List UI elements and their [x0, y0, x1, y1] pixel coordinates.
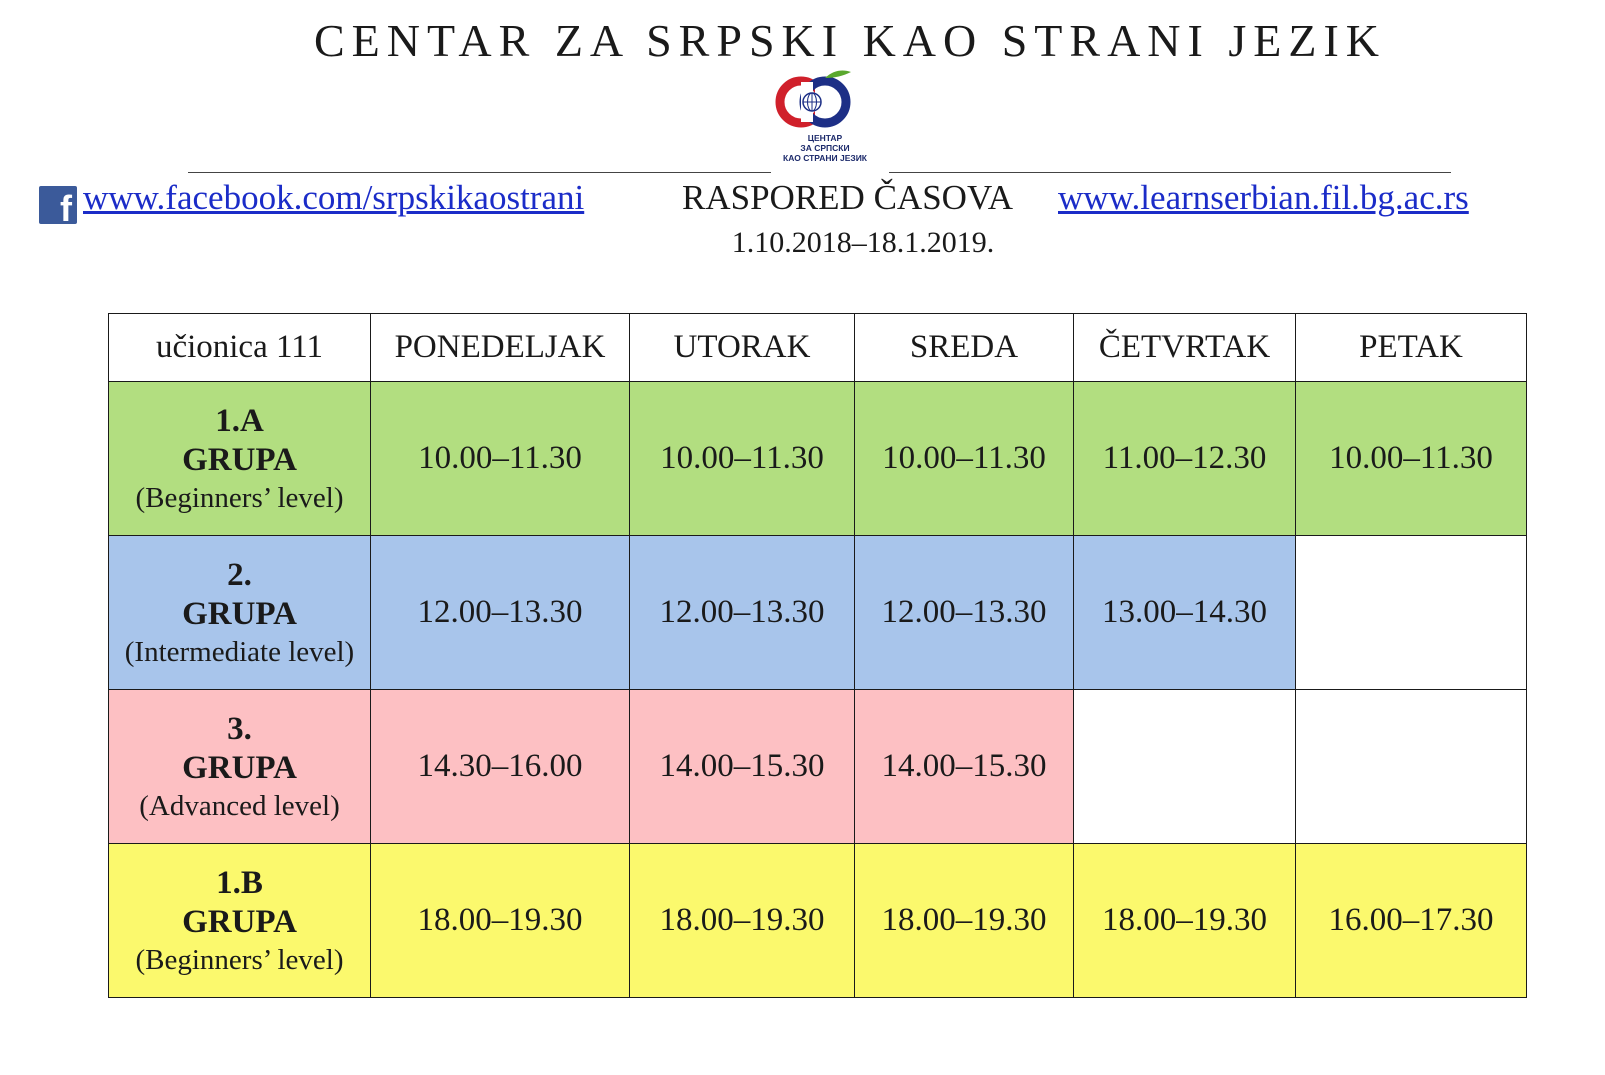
classroom-header: učionica 111 — [109, 314, 371, 382]
table-row — [109, 690, 1527, 844]
group-word: GRUPA — [182, 595, 297, 632]
time-cell: 10.00–11.30 — [630, 382, 855, 536]
group-level: (Beginners’ level) — [135, 943, 344, 976]
time-cell: 12.00–13.30 — [630, 536, 855, 690]
empty-cell — [1296, 690, 1527, 844]
time-cell: 18.00–19.30 — [1074, 844, 1296, 998]
schedule-table — [108, 313, 1527, 998]
time-cell: 14.30–16.00 — [371, 690, 630, 844]
empty-cell — [1074, 690, 1296, 844]
time-cell: 14.00–15.30 — [855, 690, 1074, 844]
group-cell — [109, 382, 371, 536]
time-cell: 18.00–19.30 — [630, 844, 855, 998]
time-cell: 14.00–15.30 — [630, 690, 855, 844]
group-level: (Beginners’ level) — [135, 481, 344, 514]
facebook-link[interactable]: www.facebook.com/srpskikaostrani — [83, 178, 585, 217]
day-header: PETAK — [1296, 314, 1527, 382]
divider-line-right — [889, 172, 1451, 173]
group-level: (Intermediate level) — [124, 635, 355, 668]
empty-cell — [1296, 536, 1527, 690]
table-row — [109, 536, 1527, 690]
facebook-icon[interactable]: f — [39, 186, 77, 224]
group-cell — [109, 844, 371, 998]
group-word: GRUPA — [182, 441, 297, 478]
page-title: CENTAR ZA SRPSKI KAO STRANI JEZIK — [314, 15, 1386, 66]
date-range: 1.10.2018–18.1.2019. — [731, 226, 995, 259]
time-cell: 12.00–13.30 — [855, 536, 1074, 690]
divider-line-left — [188, 172, 771, 173]
time-cell: 18.00–19.30 — [855, 844, 1074, 998]
logo-caption — [770, 133, 880, 163]
table-row — [109, 844, 1527, 998]
time-cell: 11.00–12.30 — [1074, 382, 1296, 536]
logo-caption-line: ЗА СРПСКИ — [800, 143, 850, 153]
website-link[interactable]: www.learnserbian.fil.bg.ac.rs — [1058, 178, 1469, 217]
group-number: 3. — [227, 710, 252, 747]
day-header: UTORAK — [630, 314, 855, 382]
time-cell: 10.00–11.30 — [1296, 382, 1527, 536]
time-cell: 10.00–11.30 — [371, 382, 630, 536]
time-cell: 12.00–13.30 — [371, 536, 630, 690]
logo-caption-line: КАО СТРАНИ ЈЕЗИК — [783, 153, 867, 163]
group-number: 1.B — [216, 864, 263, 901]
table-row — [109, 382, 1527, 536]
day-header: PONEDELJAK — [371, 314, 630, 382]
group-number: 2. — [227, 556, 252, 593]
group-number: 1.A — [215, 402, 264, 439]
logo-caption-line: ЦЕНТАР — [807, 133, 843, 143]
group-level: (Advanced level) — [139, 789, 340, 822]
time-cell: 10.00–11.30 — [855, 382, 1074, 536]
day-header: SREDA — [855, 314, 1074, 382]
group-word: GRUPA — [182, 749, 297, 786]
time-cell: 13.00–14.30 — [1074, 536, 1296, 690]
group-cell — [109, 690, 371, 844]
group-word: GRUPA — [182, 903, 297, 940]
schedule-label: RASPORED ČASOVA — [682, 178, 1013, 217]
group-cell — [109, 536, 371, 690]
table-header-row — [109, 314, 1527, 382]
link-row — [0, 178, 1605, 228]
day-header: ČETVRTAK — [1074, 314, 1296, 382]
time-cell: 18.00–19.30 — [371, 844, 630, 998]
time-cell: 16.00–17.30 — [1296, 844, 1527, 998]
